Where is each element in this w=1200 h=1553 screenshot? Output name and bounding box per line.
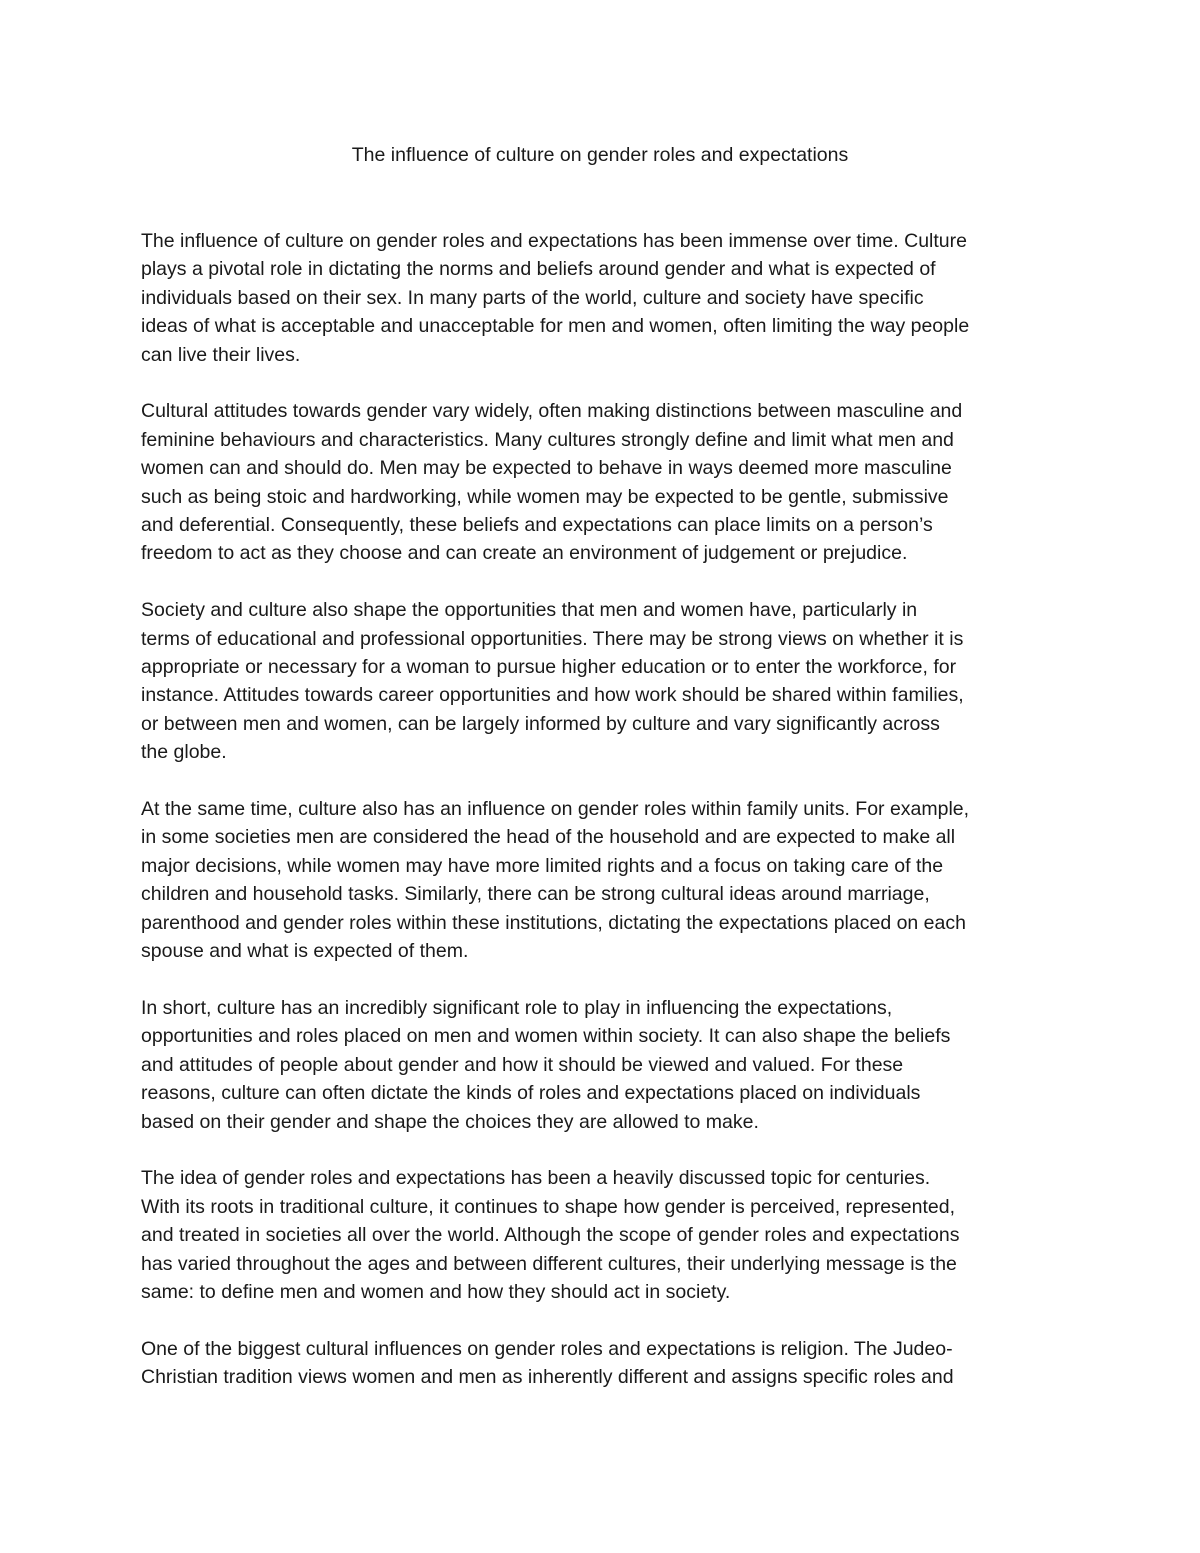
paragraph-4: At the same time, culture also has an influence on gender roles within family units. For example, in some societies men are considered the head of the household and are expected to make all major decisions, while women may have more limited rights and a focus on taking care of the children and household tasks. Similarly, there can be strong cultural ideas around marriage, parenthood and gender roles within these institutions, dictating the expectations placed on each spouse and what is expected of them.	[141, 798, 970, 963]
document-title: The influence of culture on gender roles and expectations	[351, 144, 849, 166]
paragraph-7: One of the biggest cultural influences on gender roles and expectations is religion. The Judeo- Christian tradition views women and men as inherently different and assigns specific roles and	[141, 1337, 954, 1389]
paragraph-3: Society and culture also shape the opportunities that men and women have, particularly in terms of educational and professional opportunities. There may be strong views on whether it is appropriate or necessary for a woman to pursue higher education or to enter the workforce, for instance. Attitudes towards career opportunities and how work should be shared within families, or between men and women, can be largely informed by culture and vary significantly across the globe.	[141, 599, 964, 764]
paragraph-5: In short, culture has an incredibly significant role to play in influencing the expectations, opportunities and roles placed on men and women within society. It can also shape the beliefs and attitudes of people about gender and how it should be viewed and valued. For these reasons, culture can often dictate the kinds of roles and expectations placed on individuals based on their gender and shape the choices they are allowed to make.	[141, 996, 951, 1133]
document-body	[141, 227, 1066, 1420]
paragraph-2: Cultural attitudes towards gender vary widely, often making distinctions between masculine and feminine behaviours and characteristics. Many cultures strongly define and limit what men and women can and should do. Men may be expected to behave in ways deemed more masculine such as being stoic and hardworking, while women may be expected to be gentle, submissive and deferential. Consequently, these beliefs and expectations can place limits on a person’s freedom to act as they choose and can create an environment of judgement or prejudice.	[141, 400, 963, 565]
paragraph-1: The influence of culture on gender roles and expectations has been immense over time. Culture plays a pivotal role in dictating the norms and beliefs around gender and what is expected of individuals based on their sex. In many parts of the world, culture and society have specific ideas of what is acceptable and unacceptable for men and women, often limiting the way people can live their lives.	[141, 230, 970, 366]
paragraph-6: The idea of gender roles and expectations has been a heavily discussed topic for centuries. With its roots in traditional culture, it continues to shape how gender is perceived, represented, and treated in societies all over the world. Although the scope of gender roles and expectations has varied throughout the ages and between different cultures, their underlying message is the same: to define men and women and how they should act in society.	[141, 1167, 960, 1303]
